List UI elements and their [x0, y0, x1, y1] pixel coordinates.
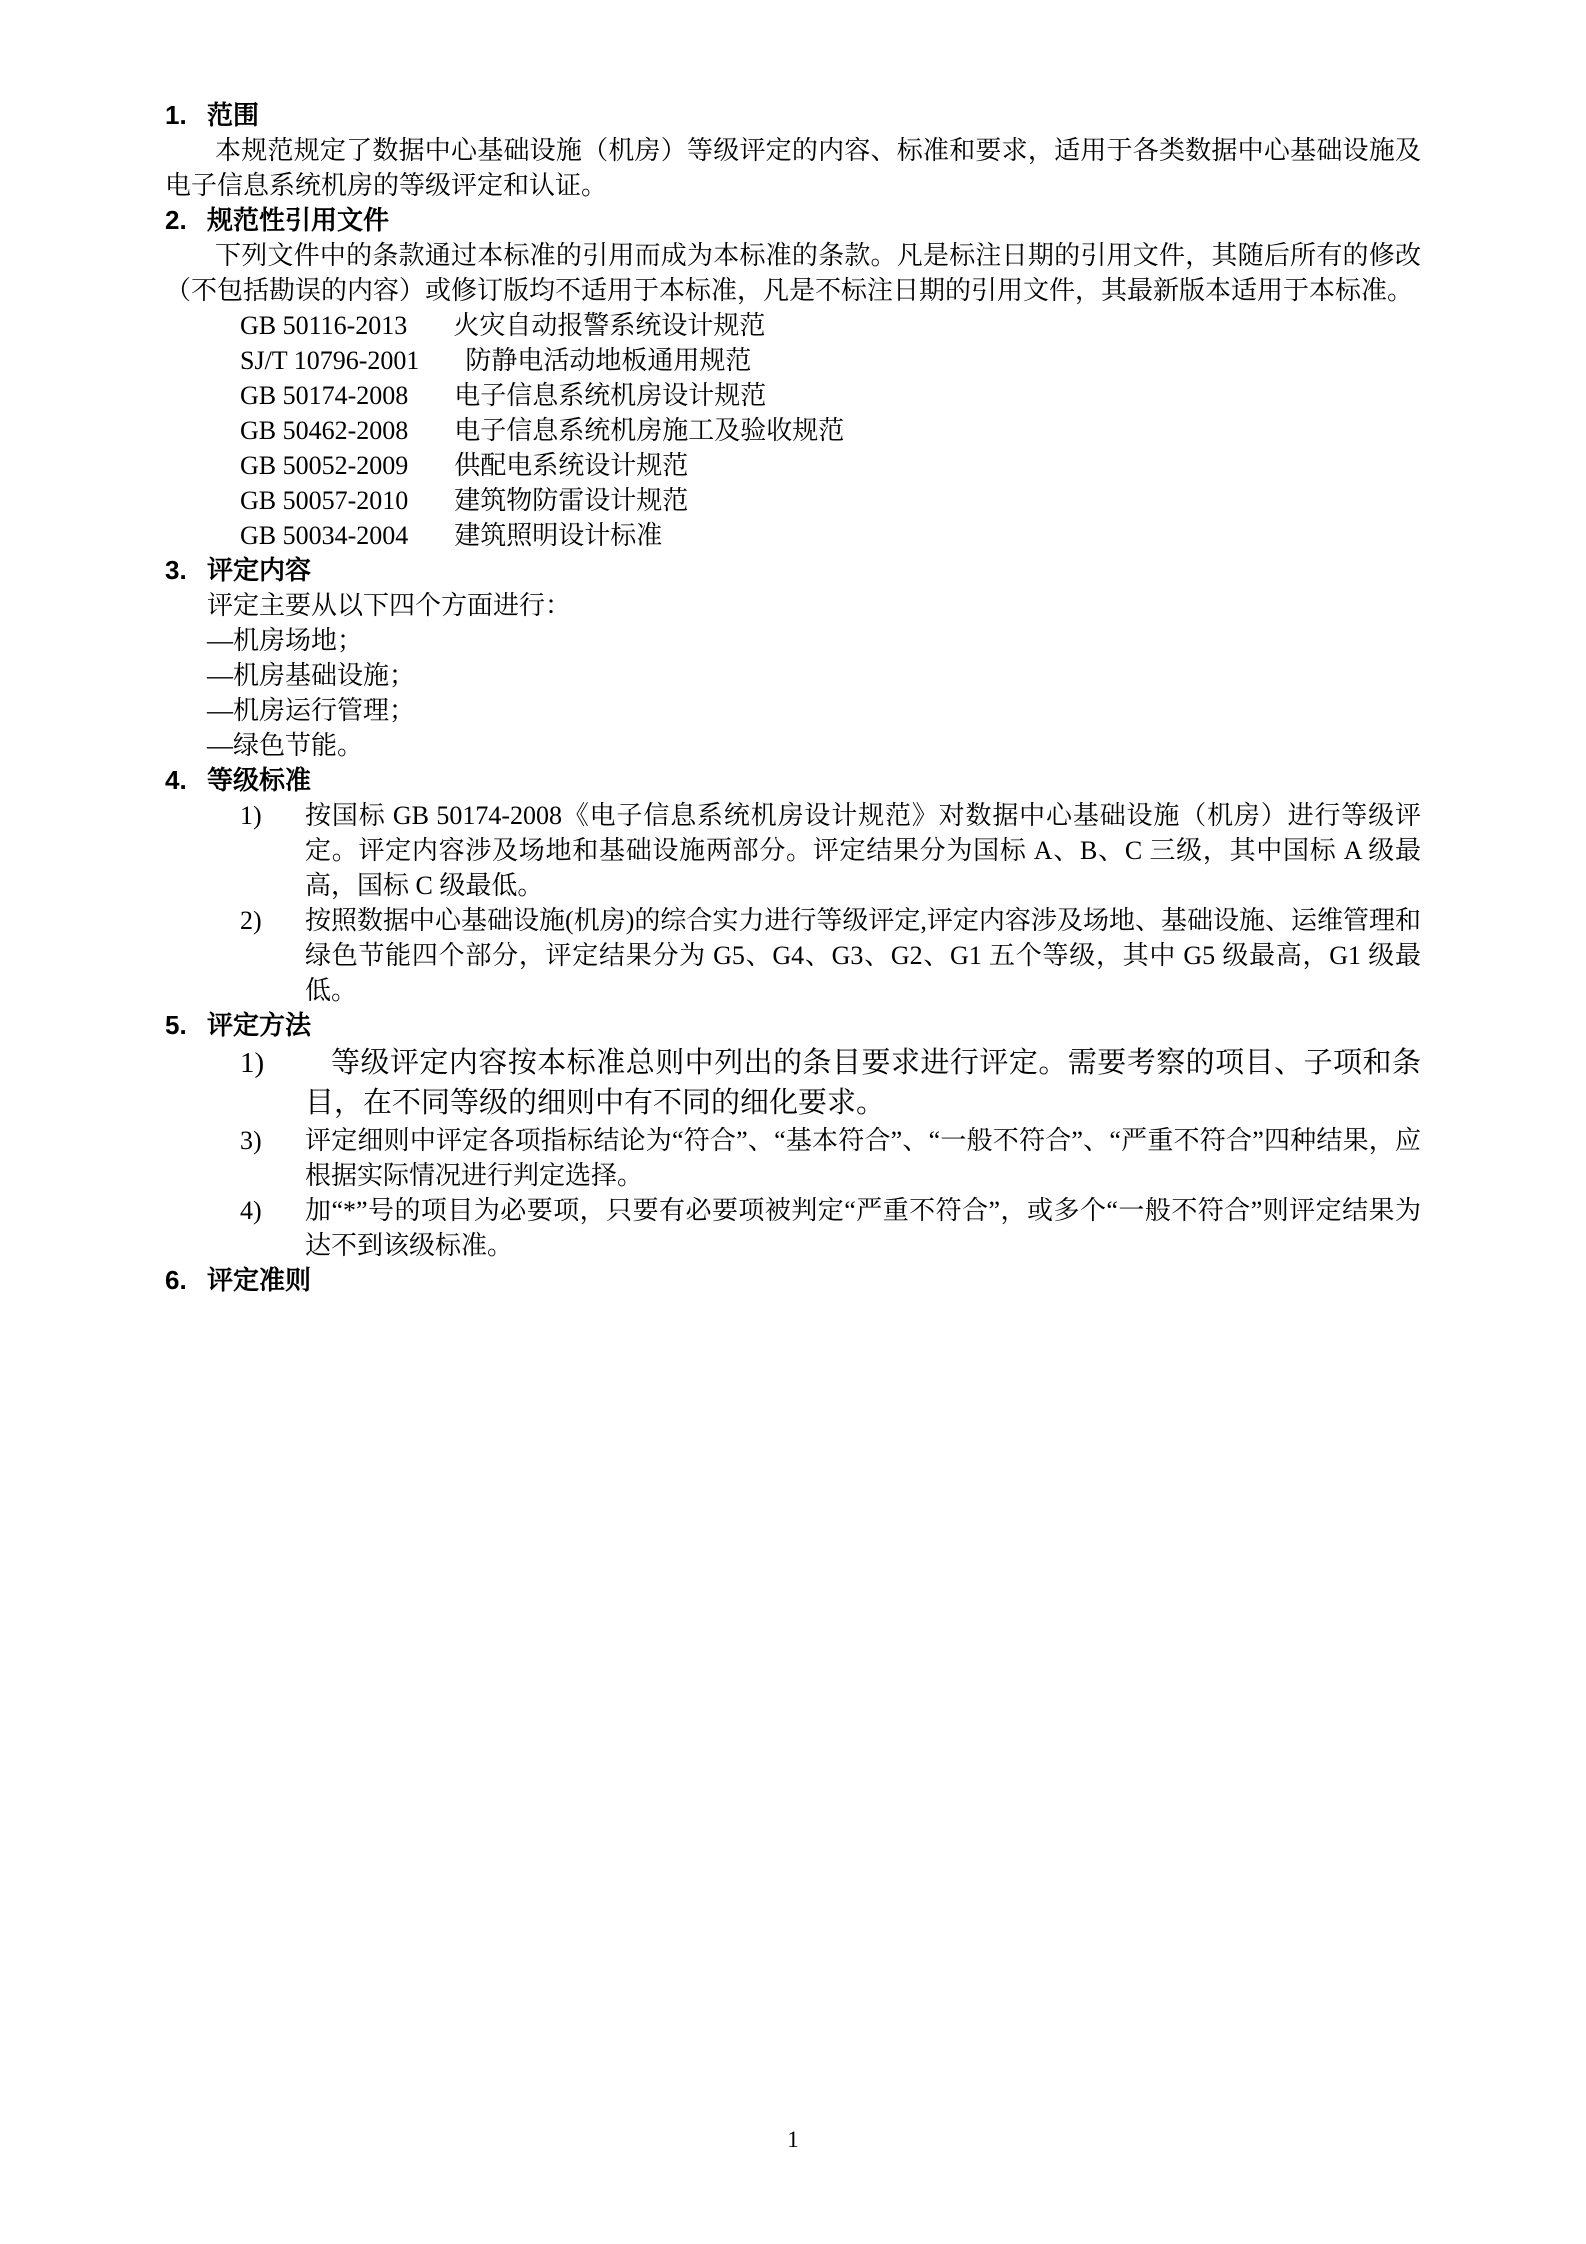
- section-number: 5.: [165, 1010, 187, 1040]
- section-2: [165, 203, 1421, 553]
- section-title: 范围: [207, 100, 260, 130]
- item-text: 按照数据中心基础设施(机房)的综合实力进行等级评定,评定内容涉及场地、基础设施、运维管理和绿色节能四个部分，评定结果分为 G5、G4、G3、G2、G1 五个等级，其中 G5 级最高，G1 级最低。: [305, 906, 1421, 1005]
- section-number: 6.: [165, 1265, 187, 1295]
- section-title: 评定内容: [207, 555, 312, 585]
- reference-code: GB 50116-2013: [240, 311, 408, 340]
- reference-code: SJ/T 10796-2001: [240, 346, 420, 375]
- section-4: [165, 763, 1421, 1008]
- list-item: —绿色节能。: [207, 731, 364, 760]
- reference-item: [240, 343, 1421, 378]
- list-item: [165, 903, 1421, 1008]
- reference-item: [240, 448, 1421, 483]
- reference-title: 火灾自动报警系统设计规范: [453, 311, 766, 340]
- section-number: 2.: [165, 205, 187, 235]
- item-number: 1): [240, 1047, 265, 1079]
- paragraph: 下列文件中的条款通过本标准的引用而成为本标准的条款。凡是标注日期的引用文件，其随后所有的修改（不包括勘误的内容）或修订版均不适用于本标准，凡是不标注日期的引用文件，其最新版本适用于本标准。: [165, 241, 1421, 305]
- item-number: 3): [240, 1126, 262, 1155]
- section-title: 评定准则: [207, 1265, 312, 1295]
- item-number: 2): [240, 906, 262, 935]
- reference-title: 建筑物防雷设计规范: [454, 486, 689, 515]
- list-item: [165, 1043, 1421, 1123]
- item-text: 按国标 GB 50174-2008《电子信息系统机房设计规范》对数据中心基础设施（机房）进行等级评定。评定内容涉及场地和基础设施两部分。评定结果分为国标 A、B、C 三级，其中国标 A 级最高，国标 C 级最低。: [305, 801, 1421, 900]
- reference-item: [240, 518, 1421, 553]
- reference-title: 防静电活动地板通用规范: [465, 346, 752, 375]
- item-text: 评定细则中评定各项指标结论为“符合”、“基本符合”、“一般不符合”、“严重不符合”四种结果，应根据实际情况进行判定选择。: [305, 1126, 1421, 1190]
- section-heading: [165, 203, 1421, 238]
- document-page: [165, 98, 1421, 1298]
- section-5: [165, 1008, 1421, 1263]
- section-number: 4.: [165, 765, 187, 795]
- list-item: [165, 1193, 1421, 1263]
- list-item: [165, 1123, 1421, 1193]
- item-text: 加“*”号的项目为必要项，只要有必要项被判定“严重不符合”，或多个“一般不符合”则评定结果为达不到该级标准。: [305, 1196, 1421, 1260]
- section-heading: [165, 98, 1421, 133]
- section-heading: [165, 553, 1421, 588]
- section-6: [165, 1263, 1421, 1298]
- list-item: —机房基础设施；: [207, 661, 416, 690]
- item-number: 4): [240, 1196, 262, 1225]
- page-number: 1: [787, 2127, 799, 2152]
- section-title: 等级标准: [207, 765, 312, 795]
- reference-code: GB 50052-2009: [240, 451, 409, 480]
- reference-title: 建筑照明设计标准: [454, 521, 663, 550]
- section-heading: [165, 1008, 1421, 1043]
- section-number: 1.: [165, 100, 187, 130]
- section-1: [165, 98, 1421, 203]
- reference-code: GB 50057-2010: [240, 486, 409, 515]
- reference-code: GB 50174-2008: [240, 381, 409, 410]
- reference-title: 供配电系统设计规范: [454, 451, 689, 480]
- reference-title: 电子信息系统机房设计规范: [454, 381, 767, 410]
- section-title: 规范性引用文件: [207, 205, 390, 235]
- list-item: [165, 798, 1421, 903]
- section-title: 评定方法: [207, 1010, 312, 1040]
- list-item: —机房运行管理；: [207, 696, 416, 725]
- section-heading: [165, 763, 1421, 798]
- list-item: —机房场地；: [207, 626, 364, 655]
- paragraph: 本规范规定了数据中心基础设施（机房）等级评定的内容、标准和要求，适用于各类数据中心基础设施及电子信息系统机房的等级评定和认证。: [165, 136, 1421, 200]
- item-text: 等级评定内容按本标准总则中列出的条目要求进行评定。需要考察的项目、子项和条目，在不同等级的细则中有不同的细化要求。: [305, 1047, 1421, 1119]
- reference-code: GB 50034-2004: [240, 521, 409, 550]
- item-number: 1): [240, 801, 262, 830]
- reference-item: [240, 308, 1421, 343]
- reference-item: [240, 413, 1421, 448]
- reference-list: [240, 308, 1421, 553]
- reference-title: 电子信息系统机房施工及验收规范: [454, 416, 845, 445]
- reference-code: GB 50462-2008: [240, 416, 409, 445]
- reference-item: [240, 483, 1421, 518]
- intro-line: 评定主要从以下四个方面进行：: [207, 591, 572, 620]
- section-number: 3.: [165, 555, 187, 585]
- section-heading: [165, 1263, 1421, 1298]
- reference-item: [240, 378, 1421, 413]
- section-3: [165, 553, 1421, 763]
